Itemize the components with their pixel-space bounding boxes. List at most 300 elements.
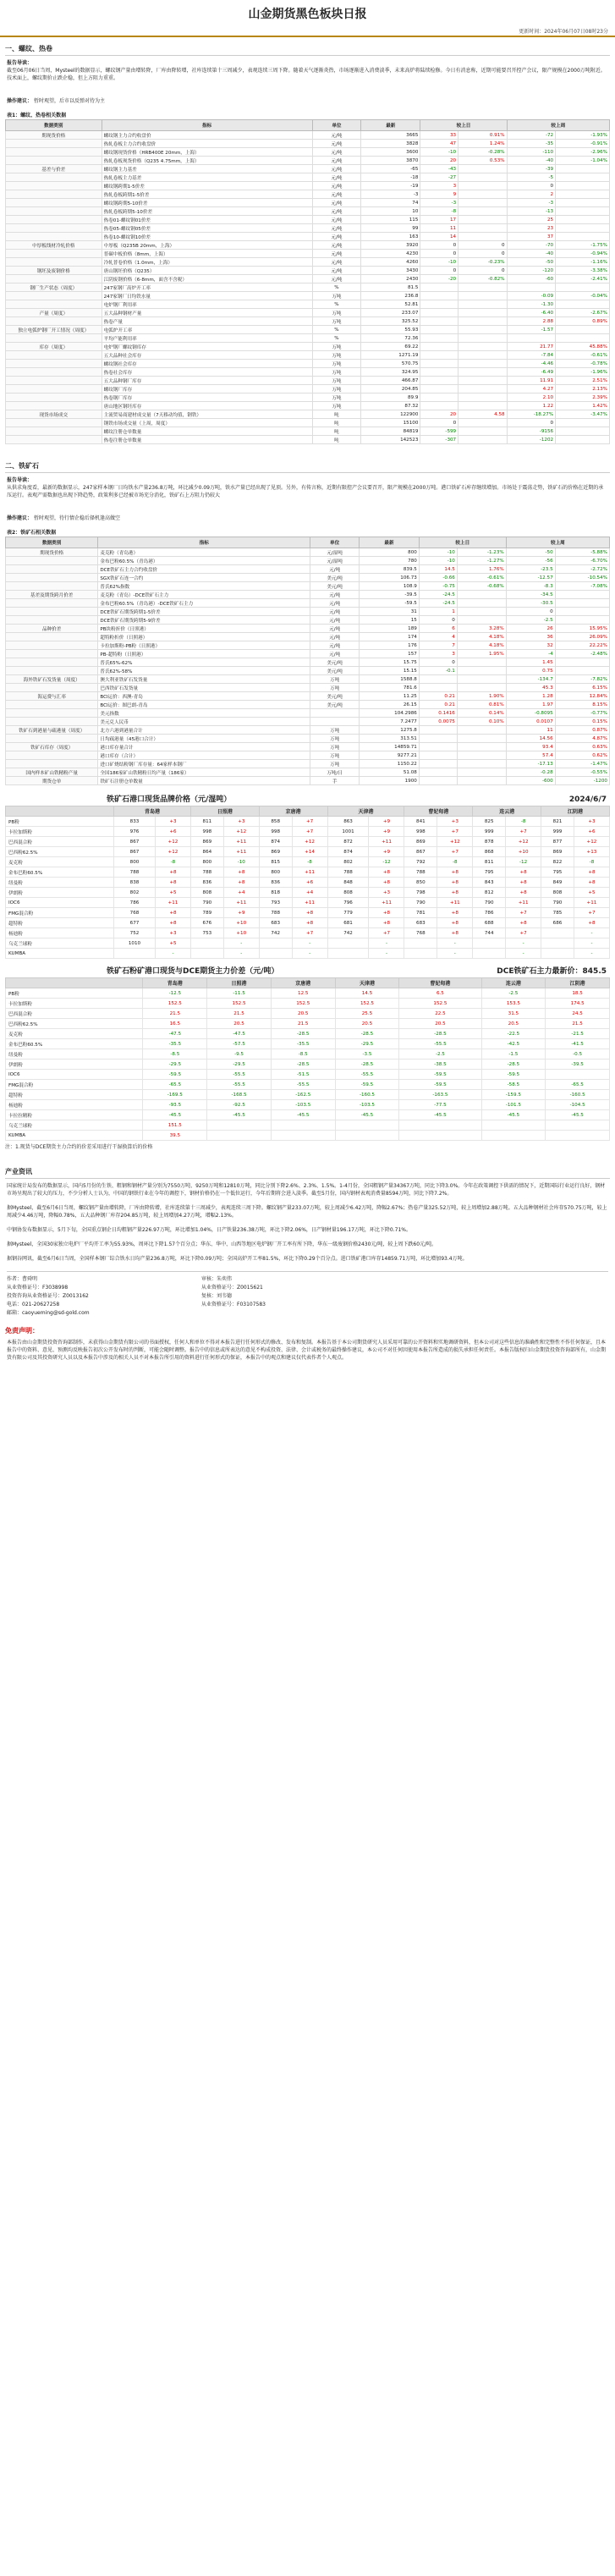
- matrix-cell: +4: [223, 888, 259, 898]
- matrix-cell: 金布巴粉60.5%: [6, 867, 114, 878]
- matrix-cell: -93.5: [143, 1100, 207, 1110]
- matrix-cell: +4: [292, 888, 327, 898]
- author-phone: 电话：021-20627258: [7, 1302, 60, 1307]
- table-cell: 324.95: [361, 368, 420, 377]
- disclaimer-text: 本报告由山金期货投资咨询部制作，未获得山金期货有限公司的书面授权，任何人和单位不得对本报告进行任何形式的修改、发布和复制。本报告基于本公司期货研究人员采用可靠的公开资料和实地调研资料，但本公司对这些信息的准确性和完整性不作任何保证，且本报告中的资料、意见、预测均反映报告初次公开发布时的判断，可能会随时调整。报告中的信息或所表达的意见不构成投资、法律、会计或税务的最终操作建议，本公司不对任何因使用本报告所造成的损失承担任何责任。本报告版权归山金期货投资咨询部所有，山金期货有限公司及其投资研究人员以及本报告中涉及的相关人员不对本报告所引用的资料进行任何形式的保证，本报告中的观点和建议仅代表作者个人观点。: [7, 1340, 607, 1361]
- section-divider: [5, 472, 610, 473]
- matrix-cell: 802: [327, 857, 369, 867]
- matrix-cell: -163.5: [399, 1090, 481, 1100]
- table-cell: -6.49: [507, 368, 555, 377]
- table-cell: -0.28: [506, 768, 555, 777]
- table-cell: 0.91%: [459, 131, 507, 140]
- table-cell: -2.67%: [556, 309, 610, 317]
- table-cell: 元/吨: [312, 275, 360, 283]
- table-row: [6, 709, 610, 718]
- author-block: [7, 1271, 608, 1323]
- matrix-cell: [259, 949, 292, 959]
- table-cell: [310, 718, 360, 726]
- table-cell: 热卷产量: [102, 317, 312, 326]
- matrix-cell: [541, 928, 574, 938]
- matrix-cell: +11: [369, 837, 404, 847]
- table-cell: 元/吨: [312, 190, 360, 199]
- table-row: [6, 148, 610, 157]
- matrix-cell: 798: [404, 888, 437, 898]
- table-cell: -1.96%: [556, 368, 610, 377]
- matrix-cell: -59.5: [399, 1080, 481, 1090]
- table-cell: 热轧卷板跨期1-5价差: [102, 190, 312, 199]
- table-cell: 466.87: [361, 377, 420, 385]
- matrix-cell: 21.5: [546, 1019, 610, 1029]
- matrix-cell: +7: [369, 928, 404, 938]
- matrix-row: [6, 1039, 610, 1049]
- matrix-cell: 815: [259, 857, 292, 867]
- matrix-cell: 864: [190, 847, 223, 857]
- table-cell: -7.82%: [555, 675, 609, 684]
- matrix-cell: 811: [190, 817, 223, 827]
- matrix-header-cell: 天津港: [335, 978, 399, 988]
- matrix-cell: 825: [473, 817, 506, 827]
- matrix-cell: -104.5: [546, 1100, 610, 1110]
- matrix-cell: 超特粉: [6, 1090, 143, 1100]
- table-cell: 4.18%: [457, 633, 506, 641]
- matrix-header-cell: 天津港: [327, 806, 404, 817]
- matrix-cell: -8: [155, 857, 190, 867]
- table-cell: [6, 574, 98, 582]
- table-cell: 0.21: [419, 692, 457, 701]
- table-cell: 0.0075: [419, 718, 457, 726]
- table-cell: 元/吨: [312, 258, 360, 267]
- table-row: [6, 726, 610, 735]
- matrix-cell: -28.5: [271, 1060, 335, 1070]
- matrix-cell: 巴西混合粉: [6, 1009, 143, 1019]
- matrix-row: [6, 817, 610, 827]
- matrix-cell: 31.5: [481, 1009, 546, 1019]
- table-cell: -10: [420, 148, 459, 157]
- table-cell: [6, 224, 102, 233]
- matrix-cell: [541, 949, 574, 959]
- table-row: [6, 385, 610, 394]
- table-cell: [419, 684, 457, 692]
- table-cell: [6, 394, 102, 402]
- matrix-cell: 818: [259, 888, 292, 898]
- table-cell: 美元指数: [98, 709, 310, 718]
- op-label: 操作建议：: [7, 98, 33, 104]
- table-cell: [420, 402, 459, 410]
- matrix-cell: 781: [404, 908, 437, 918]
- table-cell: [556, 326, 610, 334]
- matrix-header-cell: 日照港: [207, 978, 272, 988]
- table-cell: 0.0107: [506, 718, 555, 726]
- matrix-cell: -28.5: [481, 1060, 546, 1070]
- matrix-cell: 纽曼粉: [6, 1049, 143, 1060]
- matrix-cell: +6: [574, 827, 609, 837]
- table-cell: 1.42%: [556, 402, 610, 410]
- table-cell: 2.13%: [556, 385, 610, 394]
- matrix-cell: 卡拉拉精粉: [6, 1110, 143, 1120]
- matrix-cell: 786: [114, 898, 156, 908]
- table-cell: 港口库存（合计）: [98, 751, 310, 760]
- table-cell: 15: [360, 616, 420, 625]
- matrix-cell: 800: [190, 857, 223, 867]
- matrix-row: [6, 898, 610, 908]
- table-cell: -0.75: [419, 582, 457, 591]
- matrix-row: [6, 827, 610, 837]
- table-cell: -0.94%: [556, 250, 610, 258]
- table-cell: 元/吨: [310, 641, 360, 650]
- matrix-cell: -12: [369, 857, 404, 867]
- table-cell: 电炉钢厂利用率: [102, 300, 312, 309]
- table-cell: 热轧卷板跨期5-10价差: [102, 207, 312, 216]
- matrix-cell: 卡拉加斯粉: [6, 999, 143, 1009]
- table-cell: 元/吨: [310, 650, 360, 658]
- table-cell: 0: [420, 241, 459, 250]
- table-row: [6, 326, 610, 334]
- matrix-cell: -8: [506, 817, 541, 827]
- table-cell: 15.95%: [555, 625, 609, 633]
- table-row: [6, 343, 610, 351]
- matrix-row: [6, 1019, 610, 1029]
- table-cell: 元/吨: [312, 157, 360, 165]
- matrix-cell: -35.5: [143, 1039, 207, 1049]
- matrix-cell: [190, 949, 223, 959]
- table-cell: 螺纹钢主力合约收盘价: [102, 131, 312, 140]
- table-cell: 1.22: [507, 402, 555, 410]
- table-cell: 万吨: [312, 377, 360, 385]
- table-cell: [420, 334, 459, 343]
- matrix-cell: 788: [327, 867, 369, 878]
- matrix-cell: -28.5: [335, 1060, 399, 1070]
- table-cell: DCE铁矿石期货跨期1-5价差: [98, 608, 310, 616]
- table-cell: [6, 565, 98, 574]
- table-row: [6, 241, 610, 250]
- table-cell: [6, 385, 102, 394]
- table-cell: 81.5: [361, 283, 420, 292]
- matrix-cell: +9: [369, 827, 404, 837]
- matrix-cell: -9.5: [207, 1049, 272, 1060]
- matrix-cell: 676: [190, 918, 223, 928]
- table-cell: 麦克粉（青岛港）: [98, 548, 310, 557]
- matrix-cell: 836: [259, 878, 292, 888]
- matrix-cell: +12: [292, 837, 327, 847]
- table-cell: -24.5: [419, 591, 457, 599]
- table-cell: 手: [310, 777, 360, 785]
- table-cell: [556, 436, 610, 444]
- matrix-cell: -55.5: [207, 1070, 272, 1080]
- matrix-cell: 867: [404, 847, 437, 857]
- table-cell: [459, 326, 507, 334]
- table-cell: [419, 726, 457, 735]
- table-cell: 万吨: [312, 368, 360, 377]
- matrix-cell: +7: [506, 827, 541, 837]
- matrix-cell: 768: [114, 908, 156, 918]
- matrix-row: [6, 867, 610, 878]
- table-cell: 0.62%: [555, 751, 609, 760]
- table-cell: 6: [419, 625, 457, 633]
- table-cell: -1.16%: [556, 258, 610, 267]
- table-row: [6, 684, 610, 692]
- table-cell: 铁矿石注册仓单数量: [98, 777, 310, 785]
- table-cell: -0.82%: [459, 275, 507, 283]
- table-cell: 元/吨: [312, 165, 360, 173]
- table-cell: [556, 173, 610, 182]
- matrix-cell: IOC6: [6, 898, 114, 908]
- table-cell: 47: [420, 140, 459, 148]
- table-row: [6, 616, 610, 625]
- table-cell: [420, 317, 459, 326]
- table-cell: [6, 148, 102, 157]
- table-cell: -9156: [507, 427, 555, 436]
- table-cell: [556, 427, 610, 436]
- table-cell: -1200: [555, 777, 609, 785]
- table-row: [6, 427, 610, 436]
- matrix-cell: -59.5: [335, 1080, 399, 1090]
- table-cell: [310, 709, 360, 718]
- table-cell: 1150.22: [360, 760, 420, 768]
- table-cell: 23: [507, 224, 555, 233]
- matrix-cell: [546, 1070, 610, 1080]
- table-cell: [6, 684, 98, 692]
- table-cell: 108.9: [360, 582, 420, 591]
- table-row: [6, 701, 610, 709]
- matrix-row: [6, 1100, 610, 1110]
- matrix-cell: 822: [541, 857, 574, 867]
- table-cell: 麦克粉（青岛）-DCE铁矿石主力: [98, 591, 310, 599]
- news-title: 产业资讯: [5, 1168, 32, 1175]
- table-cell: 金布巴粉60.5%（青岛港）-DCE铁矿石主力: [98, 599, 310, 608]
- table-cell: 现货市场成交: [6, 410, 102, 419]
- matrix-cell: -28.5: [335, 1029, 399, 1039]
- matrix-header-cell: 连云港: [481, 978, 546, 988]
- table-cell: 元/吨: [310, 599, 360, 608]
- matrix-cell: +8: [437, 908, 473, 918]
- table-cell: -8.3: [506, 582, 555, 591]
- section-iron-ore-title: 二、铁矿石: [5, 462, 39, 470]
- table-cell: -7.08%: [555, 582, 609, 591]
- table-row: [6, 368, 610, 377]
- table-cell: 3: [420, 182, 459, 190]
- table-cell: -27: [420, 173, 459, 182]
- table-cell: [6, 351, 102, 360]
- matrix-cell: +11: [223, 847, 259, 857]
- table-cell: -600: [506, 777, 555, 785]
- matrix-cell: +3: [369, 888, 404, 898]
- matrix-cell: -12.5: [143, 988, 207, 999]
- table-cell: [457, 599, 506, 608]
- table-cell: 142523: [361, 436, 420, 444]
- report-guide-text: 从供求角度看，最新的数据显示，247家样本钢厂日均铁水产量236.8万吨，环比减少0.09万吨，铁水产量已经出现了见顶。另外，有传言称，近期有限控产会议要召开，限产规模在2000万吨。港口铁矿石库存继续增加。市场处于震荡走势，铁矿石的价格在近期的承压运行。表观产需数据也出现下降趋势，政策利多已经被市场充分消化，铁矿石上方阻力仍较大: [7, 485, 604, 498]
- matrix-cell: -0.5: [546, 1049, 610, 1060]
- table-cell: 6.15%: [555, 684, 609, 692]
- table-cell: [6, 718, 98, 726]
- table-row: [6, 199, 610, 207]
- table-cell: [507, 334, 555, 343]
- table-cell: 176: [360, 641, 420, 650]
- table-cell: [6, 207, 102, 216]
- matrix-row: [6, 1009, 610, 1019]
- table-header-cell: 指标: [102, 120, 312, 131]
- matrix-cell: -29.5: [143, 1060, 207, 1070]
- table-cell: 22.22%: [555, 641, 609, 650]
- table-cell: 钢厂生产状态（周度）: [6, 283, 102, 292]
- table-cell: [556, 300, 610, 309]
- table-cell: [420, 368, 459, 377]
- table-cell: 25: [507, 216, 555, 224]
- table-cell: 万吨: [312, 402, 360, 410]
- section-rebar-title: 一、螺纹、热卷: [5, 45, 52, 52]
- table-cell: [556, 190, 610, 199]
- table-cell: 87.32: [361, 402, 420, 410]
- matrix-row: [6, 888, 610, 898]
- matrix-cell: 999: [541, 827, 574, 837]
- table-row: [6, 207, 610, 216]
- matrix-cell: +7: [574, 908, 609, 918]
- table-cell: 0: [507, 419, 555, 427]
- table-cell: -8: [420, 207, 459, 216]
- table-cell: 115: [361, 216, 420, 224]
- table-row: [6, 410, 610, 419]
- table-cell: 基差与价差: [6, 165, 102, 173]
- table-cell: [419, 760, 457, 768]
- matrix-cell: +7: [292, 827, 327, 837]
- table-cell: 铁矿石库存（周度）: [6, 743, 98, 751]
- table-cell: 元/吨: [310, 608, 360, 616]
- matrix-cell: [190, 938, 223, 949]
- matrix-cell: [404, 938, 437, 949]
- matrix-cell: +12: [506, 837, 541, 847]
- table-cell: [6, 709, 98, 718]
- table-cell: 普氏62%-58%: [98, 667, 310, 675]
- table-cell: 万吨: [312, 385, 360, 394]
- table-cell: 45.3: [506, 684, 555, 692]
- table-cell: 进口矿烧结粉钢厂库存量：64家样本钢厂: [98, 760, 310, 768]
- matrix-cell: -2.5: [481, 988, 546, 999]
- matrix-cell: -: [506, 949, 541, 959]
- matrix-cell: +8: [369, 867, 404, 878]
- matrix-cell: +12: [155, 837, 190, 847]
- matrix-row: [6, 1131, 610, 1141]
- table-cell: 产量（周度）: [6, 309, 102, 317]
- table-cell: 11: [420, 224, 459, 233]
- matrix-cell: +11: [292, 898, 327, 908]
- matrix-row: [6, 847, 610, 857]
- matrix-cell: -28.5: [271, 1029, 335, 1039]
- matrix-cell: 21.5: [207, 1009, 272, 1019]
- table-cell: 14.5: [419, 565, 457, 574]
- matrix-row: [6, 1029, 610, 1039]
- table-cell: 期货仓单: [6, 777, 98, 785]
- matrix-cell: +12: [574, 837, 609, 847]
- matrix-cell: -8: [437, 857, 473, 867]
- table-cell: 元/吨: [312, 241, 360, 250]
- table-cell: 14859.71: [360, 743, 420, 751]
- table-cell: -20: [420, 275, 459, 283]
- table-cell: 万吨: [310, 751, 360, 760]
- table-row: [6, 436, 610, 444]
- table-cell: -12.57: [506, 574, 555, 582]
- table-cell: 84819: [361, 427, 420, 436]
- matrix-cell: +11: [155, 898, 190, 908]
- table-cell: [420, 292, 459, 300]
- matrix-cell: 811: [473, 857, 506, 867]
- table-cell: 万吨: [310, 760, 360, 768]
- table-row: [6, 351, 610, 360]
- table-cell: 37: [507, 233, 555, 241]
- matrix-cell: -103.5: [335, 1100, 399, 1110]
- matrix-cell: +9: [223, 908, 259, 918]
- table-cell: 1.97: [506, 701, 555, 709]
- table-cell: BCI运价：图巴朗-青岛: [98, 701, 310, 709]
- matrix-cell: 796: [327, 898, 369, 908]
- news-paragraph: 据Mysteel，截至6月6日当周，螺纹钢产量由增转降，厂库由降转增，社库连续第十三周减少，表观连续三周下降。螺纹钢产量233.07万吨，较上周减少6.42万吨，降幅2.67%；热卷产量325.52万吨，较上周增加2.88万吨。五大品种钢材社会库存570.75万吨，较上周减少4.46万吨，降幅0.78%，五大品种钢厂库存204.85万吨，较上周增加4.27万吨，增幅2.13%。: [7, 1205, 607, 1219]
- table-cell: 江阴废钢价格（6-8mm，面含不含税）: [102, 275, 312, 283]
- table-cell: [420, 283, 459, 292]
- matrix-cell: -11.5: [207, 988, 272, 999]
- matrix-cell: -8.5: [143, 1049, 207, 1060]
- table-cell: -0.8095: [506, 709, 555, 718]
- matrix-cell: [546, 1131, 610, 1141]
- matrix-cell: 998: [259, 827, 292, 837]
- table-row: [6, 591, 610, 599]
- matrix-cell: 151.5: [143, 1120, 207, 1131]
- table-cell: -1.93%: [556, 131, 610, 140]
- matrix-cell: -45.5: [399, 1110, 481, 1120]
- header-divider: [0, 36, 615, 37]
- matrix-cell: 20.5: [399, 1019, 481, 1029]
- table-cell: 元/吨: [312, 173, 360, 182]
- table-cell: [457, 777, 506, 785]
- iron-ore-table: [5, 537, 610, 785]
- table-cell: -7.84: [507, 351, 555, 360]
- matrix-cell: 976: [114, 827, 156, 837]
- table-cell: 93.4: [506, 743, 555, 751]
- table-cell: 冷轧普卷价格（1.0mm，上海）: [102, 258, 312, 267]
- table-cell: 0.89%: [556, 317, 610, 326]
- table-cell: -6.40: [507, 309, 555, 317]
- matrix-cell: 867: [114, 837, 156, 847]
- matrix-cell: 788: [404, 867, 437, 878]
- table-cell: [556, 182, 610, 190]
- table-cell: 金布巴粉60.5%（青岛港）: [98, 557, 310, 565]
- table-row: [6, 131, 610, 140]
- matrix-cell: 849: [541, 878, 574, 888]
- table-cell: -59.5: [360, 599, 420, 608]
- matrix-cell: 863: [327, 817, 369, 827]
- matrix-cell: 杨迪粉: [6, 1100, 143, 1110]
- matrix-cell: -21.5: [546, 1029, 610, 1039]
- author-cert: 从业资格证号：F3038998: [7, 1285, 69, 1291]
- table-row: [6, 743, 610, 751]
- table-cell: [459, 300, 507, 309]
- matrix-cell: 788: [190, 867, 223, 878]
- table-cell: 9: [420, 190, 459, 199]
- matrix-cell: -45.5: [271, 1110, 335, 1120]
- table-cell: 期现货价格: [6, 548, 98, 557]
- table-cell: 9277.21: [360, 751, 420, 760]
- matrix-cell: +3: [155, 928, 190, 938]
- matrix-cell: [546, 1120, 610, 1131]
- matrix-cell: +8: [437, 918, 473, 928]
- matrix-cell: -8.5: [271, 1049, 335, 1060]
- matrix-cell: +8: [292, 918, 327, 928]
- table-cell: 1.95%: [457, 650, 506, 658]
- matrix-cell: 744: [473, 928, 506, 938]
- table-row: [6, 140, 610, 148]
- table-cell: -19: [361, 182, 420, 190]
- matrix-cell: 998: [190, 827, 223, 837]
- matrix-cell: 850: [404, 878, 437, 888]
- table-cell: [459, 173, 507, 182]
- table-row: [6, 718, 610, 726]
